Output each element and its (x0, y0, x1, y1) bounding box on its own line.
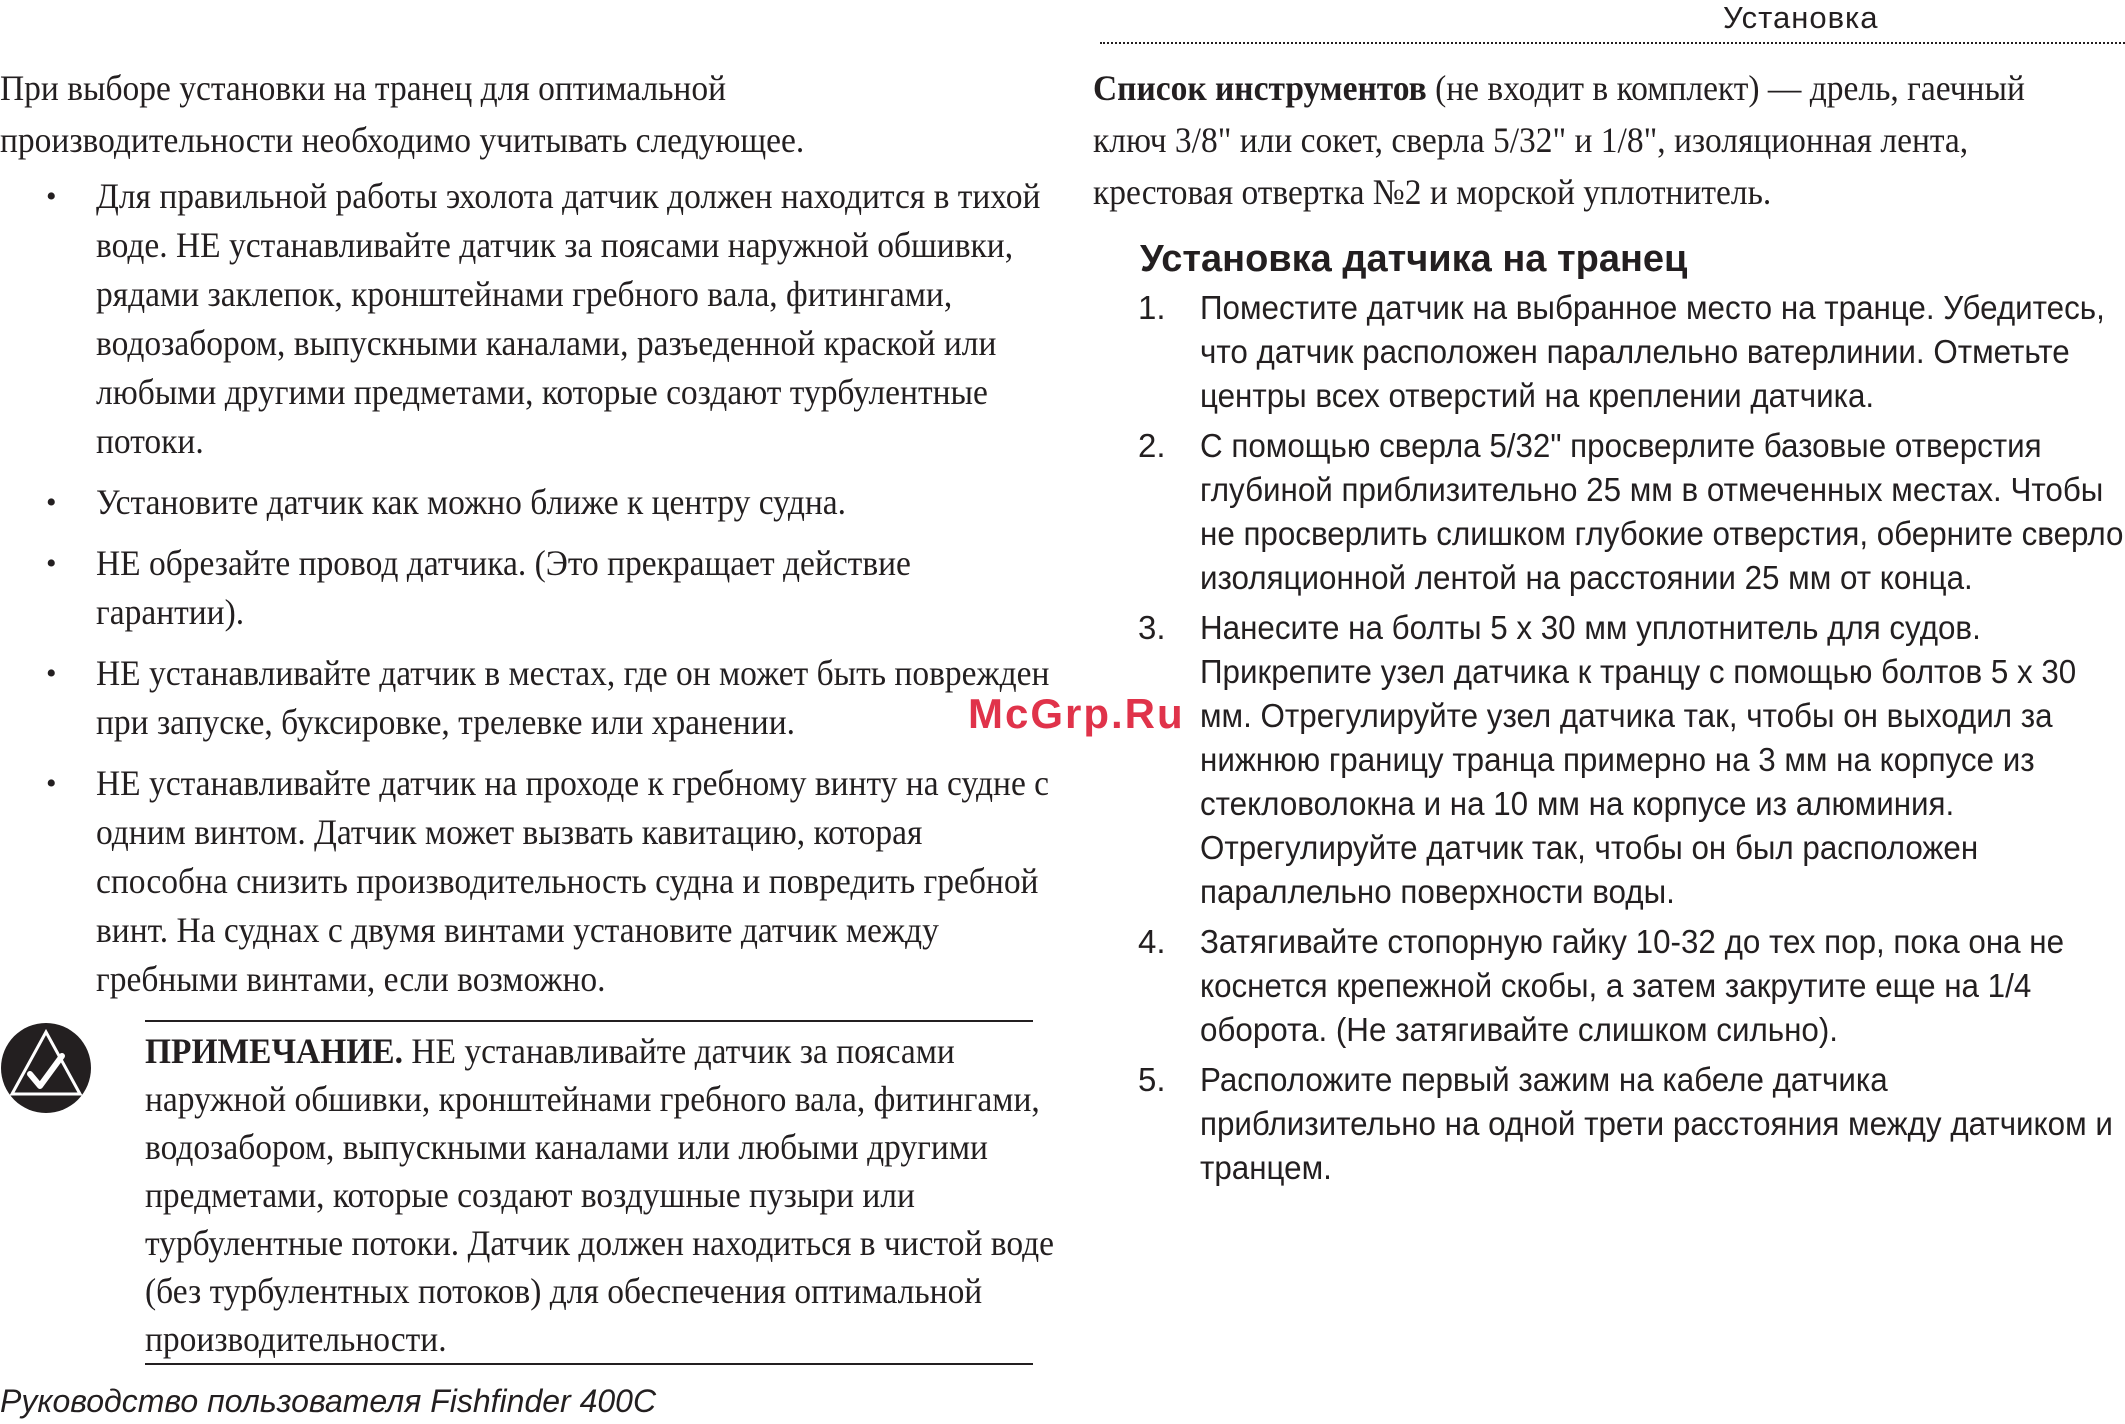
steps-list (1138, 286, 2125, 1196)
section-heading: Установка датчика на транец (1140, 238, 1688, 280)
step-text: Расположите первый зажим на кабеле датчика приблизительно на одной трети расстояния между датчиком и транцем. (1200, 1061, 2113, 1186)
bullet-icon: • (46, 767, 57, 800)
step-number: 5. (1138, 1061, 1166, 1098)
page-header-title: Установка (1723, 0, 1879, 35)
step-number: 2. (1138, 427, 1166, 464)
intro-paragraph: При выборе установки на транец для оптимальной производительности необходимо учитывать следующее. (0, 68, 805, 160)
step-number: 4. (1138, 923, 1166, 960)
bullet-icon: • (46, 657, 57, 690)
watermark-text: McGrp.Ru (968, 690, 1185, 737)
note-label: ПРИМЕЧАНИЕ. (145, 1031, 404, 1071)
note-paragraph (145, 1027, 1056, 1363)
left-column (0, 62, 1050, 1016)
step-text: С помощью сверла 5/32" просверлите базовые отверстия глубиной приблизительно 25 мм в отмеченных местах. Чтобы не просверлить слишком глубокие отверстия, оберните сверло изоляционной лентой на расстоянии 25 мм от конца. (1200, 427, 2124, 596)
note-top-divider (145, 1020, 1033, 1022)
checkmark-icon (0, 1022, 92, 1114)
step-number: 3. (1138, 609, 1166, 646)
note-body: НЕ устанавливайте датчик за поясами наружной обшивки, кронштейнами гребного вала, фитингами, водозабором, выпускными каналами или любыми другими предметами, которые создают воздушные пузыри или турбулентные потоки. Датчик должен находиться в чистой воде (без турбулентных потоков) для обеспечения оптимальной производительности. (145, 1031, 1055, 1359)
list-item: • Установите датчик как можно ближе к центру судна. (0, 478, 1040, 527)
step-item (1138, 606, 2125, 914)
bullet-icon: • (46, 180, 57, 213)
tools-paragraph (1093, 62, 2107, 218)
bullet-list (0, 172, 1050, 1004)
header-divider (1100, 42, 2125, 44)
tools-label: Список инструментов (1093, 68, 1427, 108)
step-item (1138, 920, 2125, 1052)
bullet-icon: • (46, 486, 57, 519)
list-item: • НЕ устанавливайте датчик на проходе к гребному винту на судне с одним винтом. Датчик может вызвать кавитацию, которая способна снизить производительность судна и повредить гребной винт. На суднах с двумя винтами установите датчик между гребными винтами, если возможно. (0, 759, 1040, 1004)
step-text: Затягивайте стопорную гайку 10-32 до тех пор, пока она не коснется крепежной скобы, а затем закрутите еще на 1/4 оборота. (Не затягивайте слишком сильно). (1200, 923, 2065, 1048)
step-text: Нанесите на болты 5 x 30 мм уплотнитель для судов. Прикрепите узел датчика к транцу с помощью болтов 5 x 30 мм. Отрегулируйте узел датчика так, чтобы он выходил за нижнюю границу транца примерно на 3 мм на корпусе из стекловолокна и на 10 мм на корпусе из алюминия. Отрегулируйте датчик так, чтобы он был расположен параллельно поверхности воды. (1200, 609, 2077, 910)
step-item (1138, 286, 2125, 418)
step-number: 1. (1138, 289, 1166, 326)
step-item (1138, 1058, 2125, 1190)
step-item (1138, 424, 2125, 600)
step-text: Поместите датчик на выбранное место на транце. Убедитесь, что датчик расположен параллельно ватерлинии. Отметьте центры всех отверстий на креплении датчика. (1200, 289, 2105, 414)
note-bottom-divider (145, 1363, 1033, 1365)
list-item: • НЕ обрезайте провод датчика. (Это прекращает действие гарантии). (0, 539, 1040, 637)
tools-body: (не входит в комплект) — дрель, гаечный ключ 3/8" или сокет, сверла 5/32" и 1/8", изоляционная лента, крестовая отвертка №2 и морской уплотнитель. (1093, 68, 2025, 212)
list-item: • НЕ устанавливайте датчик в местах, где он может быть поврежден при запуске, буксировке, трелевке или хранении. (0, 649, 1040, 747)
list-item: • Для правильной работы эхолота датчик должен находится в тихой воде. НЕ устанавливайте датчик за поясами наружной обшивки, рядами заклепок, кронштейнами гребного вала, фитингами, водозабором, выпускными каналами, разъеденной краской или любыми другими предметами, которые создают турбулентные потоки. (0, 172, 1040, 466)
bullet-icon: • (46, 547, 57, 580)
page-footer: Руководство пользователя Fishfinder 400C (0, 1383, 657, 1419)
